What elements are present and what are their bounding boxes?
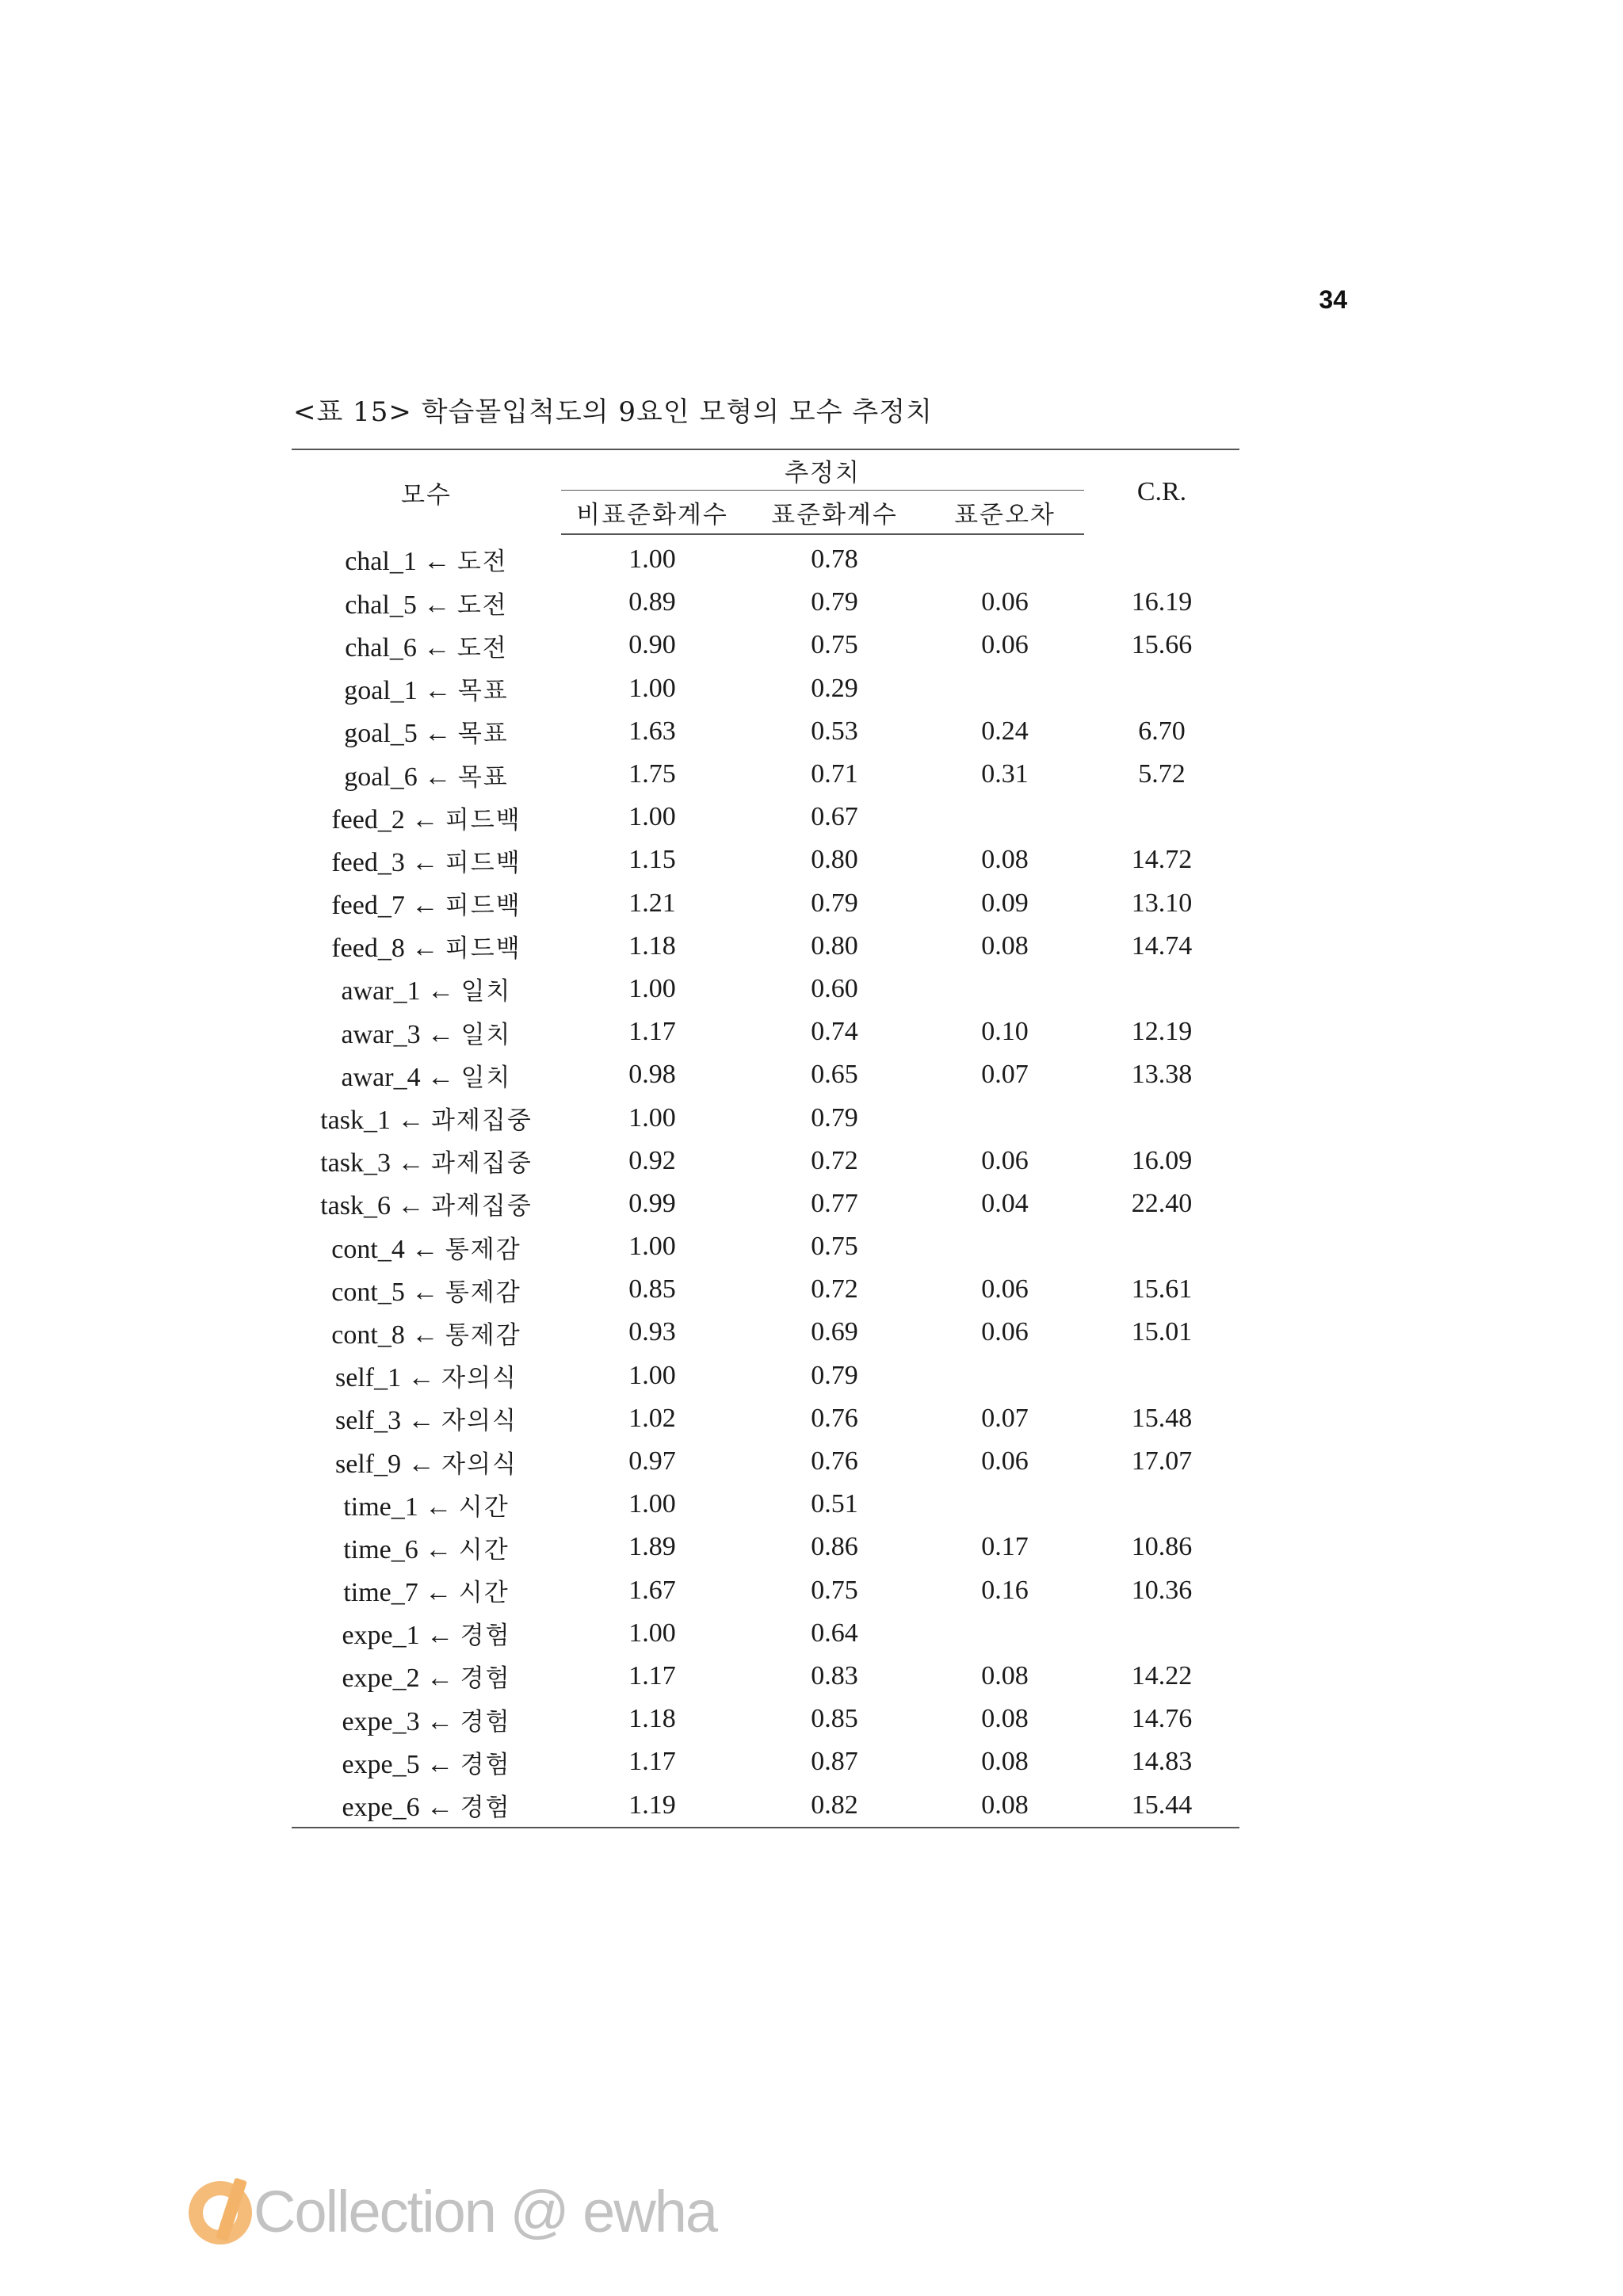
left-arrow-icon: ← xyxy=(425,1578,453,1608)
factor-name: 피드백 xyxy=(445,805,521,835)
left-arrow-icon: ← xyxy=(411,934,439,964)
param-cell xyxy=(292,753,561,796)
item-code: chal_6 xyxy=(345,632,417,663)
param-cell xyxy=(292,710,561,753)
unstandardized-cell: 1.89 xyxy=(628,1532,676,1562)
standard-error-cell xyxy=(926,1096,1084,1139)
cr-cell: 16.09 xyxy=(1131,1145,1193,1175)
left-arrow-icon: ← xyxy=(426,1749,454,1779)
cr-cell: 12.19 xyxy=(1131,1017,1193,1047)
cr-cell: 15.66 xyxy=(1131,630,1193,660)
unstandardized-cell: 1.67 xyxy=(628,1575,676,1605)
factor-name: 피드백 xyxy=(445,848,521,877)
standard-error-cell: 0.06 xyxy=(981,630,1029,660)
table-row xyxy=(292,753,1239,796)
table-row xyxy=(292,1225,1239,1268)
param-cell xyxy=(292,925,561,968)
unstandardized-cell: 1.00 xyxy=(628,1618,676,1648)
factor-name: 경험 xyxy=(460,1794,511,1823)
factor-name: 목표 xyxy=(457,720,509,749)
standardized-cell: 0.77 xyxy=(811,1188,858,1218)
factor-name: 시간 xyxy=(458,1492,510,1522)
cr-cell: 14.76 xyxy=(1131,1704,1193,1734)
standard-error-cell: 0.08 xyxy=(981,845,1029,875)
param-cell xyxy=(292,1569,561,1612)
left-arrow-icon: ← xyxy=(397,1148,425,1179)
factor-name: 과제집중 xyxy=(430,1149,533,1179)
unstandardized-cell: 1.15 xyxy=(628,845,676,875)
param-cell xyxy=(292,839,561,881)
standard-error-cell xyxy=(926,1225,1084,1268)
dcollection-logo-text: Collection @ ewha xyxy=(254,2178,717,2244)
factor-name: 과제집중 xyxy=(430,1192,533,1221)
table-row xyxy=(292,1096,1239,1139)
factor-name: 도전 xyxy=(456,590,508,620)
cr-cell: 10.86 xyxy=(1131,1532,1193,1562)
left-arrow-icon: ← xyxy=(411,1234,439,1264)
param-cell xyxy=(292,534,561,581)
item-code: expe_1 xyxy=(342,1621,420,1651)
param-cell xyxy=(292,1182,561,1225)
factor-name: 일치 xyxy=(460,1020,512,1049)
item-code: feed_2 xyxy=(331,804,405,835)
unstandardized-cell: 1.00 xyxy=(628,1360,676,1390)
header-estimates-group: 추정치 xyxy=(561,449,1084,491)
unstandardized-cell: 1.18 xyxy=(628,1704,676,1734)
item-code: awar_3 xyxy=(341,1019,421,1049)
item-code: expe_5 xyxy=(342,1749,420,1779)
factor-name: 피드백 xyxy=(445,934,521,964)
standardized-cell: 0.67 xyxy=(811,802,858,832)
standard-error-cell: 0.17 xyxy=(981,1532,1029,1562)
table-row xyxy=(292,1268,1239,1311)
standard-error-cell: 0.08 xyxy=(981,930,1029,961)
standard-error-cell: 0.06 xyxy=(981,1145,1029,1175)
standard-error-cell: 0.16 xyxy=(981,1575,1029,1605)
item-code: expe_2 xyxy=(342,1664,420,1694)
unstandardized-cell: 1.00 xyxy=(628,802,676,832)
left-arrow-icon: ← xyxy=(427,1062,455,1092)
table-row xyxy=(292,534,1239,581)
table-row xyxy=(292,839,1239,881)
standardized-cell: 0.53 xyxy=(811,716,858,746)
item-code: task_1 xyxy=(320,1106,391,1136)
standardized-cell: 0.74 xyxy=(811,1017,858,1047)
unstandardized-cell: 1.21 xyxy=(628,888,676,918)
table-body xyxy=(292,534,1239,1828)
left-arrow-icon: ← xyxy=(425,1492,453,1522)
item-code: chal_1 xyxy=(345,547,417,577)
standardized-cell: 0.86 xyxy=(811,1532,858,1562)
standardized-cell: 0.82 xyxy=(743,1783,926,1827)
item-code: feed_8 xyxy=(331,934,405,964)
factor-name: 자의식 xyxy=(441,1450,517,1479)
param-cell xyxy=(292,1698,561,1740)
standard-error-cell: 0.08 xyxy=(981,1747,1029,1777)
factor-name: 자의식 xyxy=(441,1364,517,1393)
cr-cell: 14.83 xyxy=(1131,1747,1193,1777)
factor-name: 도전 xyxy=(456,633,508,663)
left-arrow-icon: ← xyxy=(424,762,452,792)
dcollection-logo xyxy=(184,2172,716,2251)
standardized-cell: 0.69 xyxy=(811,1317,858,1347)
cr-cell xyxy=(1084,1612,1239,1655)
left-arrow-icon: ← xyxy=(411,1277,439,1307)
table-row xyxy=(292,667,1239,710)
table-row xyxy=(292,1740,1239,1783)
header-standard-error: 표준오차 xyxy=(926,491,1084,535)
standard-error-cell: 0.08 xyxy=(981,1704,1029,1734)
standardized-cell: 0.60 xyxy=(811,973,858,1003)
item-code: self_9 xyxy=(335,1449,402,1479)
standard-error-cell: 0.24 xyxy=(981,716,1029,746)
left-arrow-icon: ← xyxy=(424,676,452,706)
item-code: goal_6 xyxy=(344,762,418,792)
standardized-cell: 0.85 xyxy=(811,1704,858,1734)
standardized-cell: 0.80 xyxy=(811,845,858,875)
standard-error-cell xyxy=(926,1354,1084,1397)
param-cell xyxy=(292,1655,561,1698)
cr-cell xyxy=(1084,1483,1239,1526)
cr-cell: 14.74 xyxy=(1131,930,1193,961)
standardized-cell: 0.71 xyxy=(811,759,858,789)
table-row xyxy=(292,1354,1239,1397)
unstandardized-cell: 1.17 xyxy=(628,1747,676,1777)
cr-cell xyxy=(1084,667,1239,710)
factor-name: 시간 xyxy=(458,1579,510,1608)
table-row xyxy=(292,1440,1239,1483)
unstandardized-cell: 1.19 xyxy=(561,1783,743,1827)
left-arrow-icon: ← xyxy=(397,1191,425,1221)
standard-error-cell: 0.04 xyxy=(981,1188,1029,1218)
unstandardized-cell: 1.00 xyxy=(628,1489,676,1519)
unstandardized-cell: 0.90 xyxy=(628,630,676,660)
standard-error-cell xyxy=(926,1483,1084,1526)
standard-error-cell: 0.07 xyxy=(981,1403,1029,1433)
standardized-cell: 0.80 xyxy=(811,930,858,961)
factor-name: 목표 xyxy=(457,762,509,792)
factor-name: 통제감 xyxy=(445,1320,521,1350)
factor-name: 일치 xyxy=(460,1063,512,1092)
left-arrow-icon: ← xyxy=(407,1449,435,1479)
standard-error-cell: 0.07 xyxy=(981,1060,1029,1090)
table-row xyxy=(292,1182,1239,1225)
param-cell xyxy=(292,667,561,710)
standard-error-cell: 0.06 xyxy=(981,1317,1029,1347)
dcollection-logo-mark-icon xyxy=(184,2173,260,2249)
factor-name: 피드백 xyxy=(445,892,521,921)
factor-name: 경험 xyxy=(460,1622,511,1651)
cr-cell: 17.07 xyxy=(1131,1446,1193,1477)
table-row xyxy=(292,1053,1239,1096)
left-arrow-icon: ← xyxy=(423,632,451,663)
table-row xyxy=(292,1483,1239,1526)
unstandardized-cell: 1.17 xyxy=(628,1660,676,1690)
cr-cell xyxy=(1084,968,1239,1010)
unstandardized-cell: 1.63 xyxy=(628,716,676,746)
param-cell xyxy=(292,1783,561,1827)
param-cell xyxy=(292,1397,561,1440)
standardized-cell: 0.79 xyxy=(811,1360,858,1390)
param-cell xyxy=(292,1612,561,1655)
left-arrow-icon: ← xyxy=(411,804,439,835)
standardized-cell: 0.72 xyxy=(811,1145,858,1175)
unstandardized-cell: 1.00 xyxy=(628,544,676,575)
header-unstandardized: 비표준화계수 xyxy=(561,491,743,535)
left-arrow-icon: ← xyxy=(423,547,451,577)
table-row xyxy=(292,1397,1239,1440)
table-row xyxy=(292,1569,1239,1612)
unstandardized-cell: 1.75 xyxy=(628,759,676,789)
cr-cell: 13.38 xyxy=(1131,1060,1193,1090)
param-cell xyxy=(292,796,561,839)
param-cell xyxy=(292,1483,561,1526)
standard-error-cell: 0.08 xyxy=(926,1783,1084,1827)
param-cell xyxy=(292,624,561,667)
unstandardized-cell: 1.17 xyxy=(628,1017,676,1047)
item-code: time_6 xyxy=(343,1534,418,1564)
standardized-cell: 0.76 xyxy=(811,1403,858,1433)
param-cell xyxy=(292,581,561,624)
unstandardized-cell: 0.89 xyxy=(628,587,676,617)
table-row xyxy=(292,1526,1239,1568)
param-cell xyxy=(292,1354,561,1397)
item-code: time_7 xyxy=(343,1578,418,1608)
standardized-cell: 0.79 xyxy=(811,1102,858,1133)
table-caption: <표 15> 학습몰입척도의 9요인 모형의 모수 추정치 xyxy=(293,396,933,428)
cr-cell: 14.72 xyxy=(1131,845,1193,875)
unstandardized-cell: 1.00 xyxy=(628,1232,676,1262)
cr-cell xyxy=(1084,796,1239,839)
left-arrow-icon: ← xyxy=(426,1621,454,1651)
table-row xyxy=(292,1698,1239,1740)
cr-cell: 14.22 xyxy=(1131,1660,1193,1690)
param-cell xyxy=(292,1311,561,1354)
table-row xyxy=(292,968,1239,1010)
item-code: feed_7 xyxy=(331,891,405,921)
standard-error-cell xyxy=(926,968,1084,1010)
left-arrow-icon: ← xyxy=(423,590,451,620)
standard-error-cell xyxy=(926,796,1084,839)
factor-name: 경험 xyxy=(460,1707,511,1736)
unstandardized-cell: 1.00 xyxy=(628,673,676,703)
item-code: self_3 xyxy=(335,1406,402,1436)
cr-cell: 15.48 xyxy=(1131,1403,1193,1433)
item-code: task_6 xyxy=(320,1191,391,1221)
standard-error-cell: 0.31 xyxy=(981,759,1029,789)
standard-error-cell: 0.09 xyxy=(981,888,1029,918)
item-code: feed_3 xyxy=(331,847,405,877)
item-code: expe_6 xyxy=(342,1793,420,1823)
left-arrow-icon: ← xyxy=(411,1320,439,1350)
cr-cell: 22.40 xyxy=(1131,1188,1193,1218)
cr-cell xyxy=(1084,1354,1239,1397)
standardized-cell: 0.76 xyxy=(811,1446,858,1477)
table-row xyxy=(292,710,1239,753)
param-cell xyxy=(292,882,561,925)
item-code: task_3 xyxy=(320,1148,391,1179)
item-code: goal_1 xyxy=(344,676,418,706)
factor-name: 경험 xyxy=(460,1750,511,1779)
left-arrow-icon: ← xyxy=(425,1534,453,1564)
parameter-estimates-table xyxy=(292,449,1239,1828)
cr-cell: 15.44 xyxy=(1084,1783,1239,1827)
left-arrow-icon: ← xyxy=(426,1664,454,1694)
standardized-cell: 0.78 xyxy=(811,544,858,575)
standardized-cell: 0.72 xyxy=(811,1274,858,1305)
standard-error-cell: 0.06 xyxy=(981,587,1029,617)
cr-cell: 15.01 xyxy=(1131,1317,1193,1347)
factor-name: 도전 xyxy=(456,548,508,577)
item-code: cont_4 xyxy=(331,1234,405,1264)
table-row xyxy=(292,1783,1239,1827)
param-cell xyxy=(292,1440,561,1483)
unstandardized-cell: 1.00 xyxy=(628,973,676,1003)
param-cell xyxy=(292,1053,561,1096)
cr-cell: 5.72 xyxy=(1138,759,1186,789)
item-code: time_1 xyxy=(343,1492,418,1522)
param-cell xyxy=(292,1268,561,1311)
left-arrow-icon: ← xyxy=(411,847,439,877)
item-code: cont_5 xyxy=(331,1277,405,1307)
item-code: chal_5 xyxy=(345,590,417,620)
standardized-cell: 0.83 xyxy=(811,1660,858,1690)
cr-cell: 6.70 xyxy=(1138,716,1186,746)
param-cell xyxy=(292,1010,561,1053)
standard-error-cell: 0.06 xyxy=(981,1274,1029,1305)
cr-cell: 16.19 xyxy=(1131,587,1193,617)
factor-name: 통제감 xyxy=(445,1235,521,1264)
standardized-cell: 0.87 xyxy=(811,1747,858,1777)
item-code: self_1 xyxy=(335,1363,402,1393)
standardized-cell: 0.65 xyxy=(811,1060,858,1090)
cr-cell xyxy=(1084,1096,1239,1139)
standard-error-cell: 0.10 xyxy=(981,1017,1029,1047)
standardized-cell: 0.51 xyxy=(811,1489,858,1519)
table-row xyxy=(292,796,1239,839)
left-arrow-icon: ← xyxy=(426,1793,454,1823)
left-arrow-icon: ← xyxy=(411,891,439,921)
unstandardized-cell: 1.02 xyxy=(628,1403,676,1433)
unstandardized-cell: 0.85 xyxy=(628,1274,676,1305)
param-cell xyxy=(292,1526,561,1568)
item-code: goal_5 xyxy=(344,719,418,749)
unstandardized-cell: 0.93 xyxy=(628,1317,676,1347)
cr-cell xyxy=(1084,534,1239,581)
header-cr: C.R. xyxy=(1084,449,1239,534)
table-row xyxy=(292,1612,1239,1655)
cr-cell: 15.61 xyxy=(1131,1274,1193,1305)
cr-cell xyxy=(1084,1225,1239,1268)
standardized-cell: 0.64 xyxy=(811,1618,858,1648)
cr-cell: 13.10 xyxy=(1131,888,1193,918)
standardized-cell: 0.75 xyxy=(811,630,858,660)
standard-error-cell xyxy=(926,534,1084,581)
factor-name: 통제감 xyxy=(445,1278,521,1307)
item-code: awar_4 xyxy=(341,1062,421,1092)
item-code: cont_8 xyxy=(331,1320,405,1350)
standardized-cell: 0.29 xyxy=(811,673,858,703)
table-row xyxy=(292,1655,1239,1698)
left-arrow-icon: ← xyxy=(407,1363,435,1393)
left-arrow-icon: ← xyxy=(407,1406,435,1436)
factor-name: 자의식 xyxy=(441,1407,517,1436)
table-row xyxy=(292,925,1239,968)
factor-name: 일치 xyxy=(460,977,512,1007)
table-row xyxy=(292,1010,1239,1053)
table-row xyxy=(292,581,1239,624)
unstandardized-cell: 0.99 xyxy=(628,1188,676,1218)
header-param: 모수 xyxy=(292,449,561,534)
left-arrow-icon: ← xyxy=(427,1019,455,1049)
table-row xyxy=(292,1140,1239,1182)
standard-error-cell: 0.06 xyxy=(981,1446,1029,1477)
left-arrow-icon: ← xyxy=(426,1706,454,1736)
item-code: expe_3 xyxy=(342,1706,420,1736)
header-standardized: 표준화계수 xyxy=(743,491,926,535)
table-row xyxy=(292,1311,1239,1354)
factor-name: 과제집중 xyxy=(430,1106,533,1136)
standardized-cell: 0.75 xyxy=(811,1232,858,1262)
factor-name: 경험 xyxy=(460,1664,511,1694)
param-cell xyxy=(292,1140,561,1182)
unstandardized-cell: 1.00 xyxy=(628,1102,676,1133)
left-arrow-icon: ← xyxy=(397,1106,425,1136)
page-number: 34 xyxy=(1319,285,1347,314)
param-cell xyxy=(292,1225,561,1268)
param-cell xyxy=(292,1740,561,1783)
standard-error-cell: 0.08 xyxy=(981,1660,1029,1690)
param-cell xyxy=(292,968,561,1010)
table-row xyxy=(292,882,1239,925)
left-arrow-icon: ← xyxy=(424,719,452,749)
standardized-cell: 0.79 xyxy=(811,888,858,918)
unstandardized-cell: 0.97 xyxy=(628,1446,676,1477)
table-row xyxy=(292,624,1239,667)
unstandardized-cell: 0.92 xyxy=(628,1145,676,1175)
standard-error-cell xyxy=(926,1612,1084,1655)
cr-cell: 10.36 xyxy=(1131,1575,1193,1605)
standard-error-cell xyxy=(926,667,1084,710)
factor-name: 시간 xyxy=(458,1535,510,1564)
unstandardized-cell: 0.98 xyxy=(628,1060,676,1090)
standardized-cell: 0.75 xyxy=(811,1575,858,1605)
left-arrow-icon: ← xyxy=(427,976,455,1007)
param-cell xyxy=(292,1096,561,1139)
unstandardized-cell: 1.18 xyxy=(628,930,676,961)
factor-name: 목표 xyxy=(457,677,509,706)
item-code: awar_1 xyxy=(341,976,421,1007)
standardized-cell: 0.79 xyxy=(811,587,858,617)
